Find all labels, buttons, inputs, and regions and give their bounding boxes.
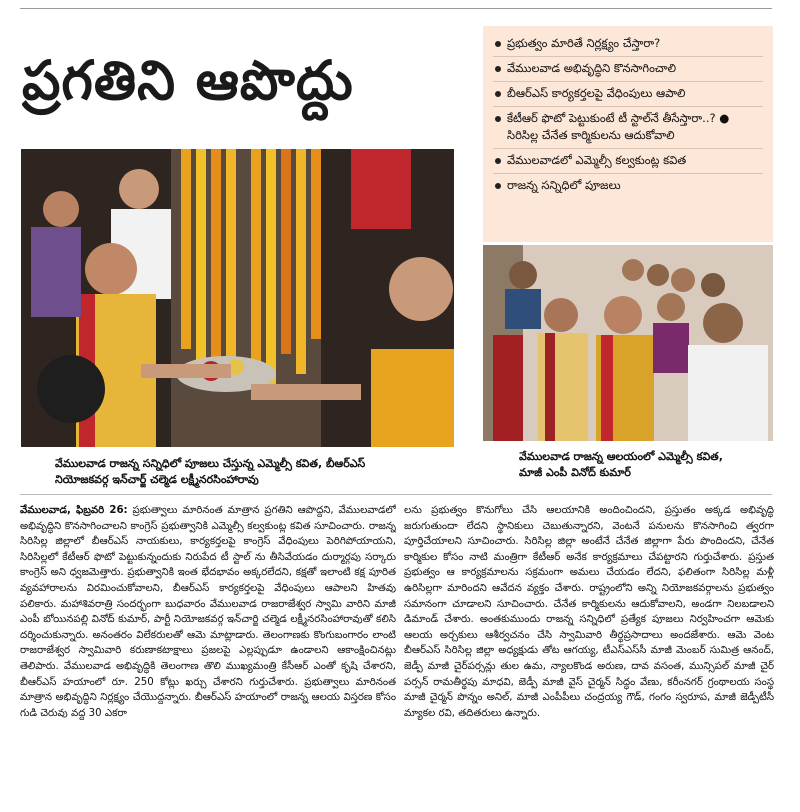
article-body-right: లను ప్రభుత్వం కొనుగోలు చేసి ఆలయానికి అందించిందని, ప్రస్తుతం అక్కడ అభివృద్ధి జరుగుతుందా లేదని స్థానికులు చెబుతున్నారని, వెంటనే పనులను కొనసాగించి త్వరగా పూర్తిచేయాలని సూచించారు. సిరిసిల్ల జిల్లా అంటేనే చేనేత జిల్లాగా పేరు పొందిందని, చేనేత కార్మికుల కోసం నాటి మంత్రిగా కేటీఆర్ అనేక కార్యక్రమాలు చేపట్టారని గుర్తుచేశారు. ప్రస్తుత ప్రభుత్వం ఆ కార్యక్రమాలను సక్రమంగా అమలు చేయడం లేదని, ఫలితంగా సిరిసిల్ల మళ్లీ ఉరిసిల్లగా మారిందని ఆవేదన వ్యక్తం చేశారు. రాష్ట్రంలోని అన్ని నియోజకవర్గాలను ప్రభుత్వం సమానంగా చూడాలని సూచించారు. చేనేత కార్మికులను ఆదుకోవాలని, అండగా నిలబడాలని డిమాండ్ చేశారు. అంతకుముందు రాజన్న సన్నిధిలో ప్రత్యేక పూజలు నిర్వహించగా ఆమెకు ఆలయ అర్చకులు ఆశీర్వచనం చేసి స్వామివారి తీర్థప్రసాదాలు అందజేశారు. ఆమె వెంట బీఆర్ఎస్ సిరిసిల్ల జిల్లా అధ్యక్షుడు తోట ఆగయ్య, టీఎస్ఎస్‌సీ మాజీ మెంబర్ సుమిత్ర ఆనంద్, జెడ్పీ మాజీ చైర్‌పర్సన్లు తుల ఉమ, న్యాలకొండ అరుణ, దావ వసంత, మున్సిపల్ మాజీ చైర్ పర్సన్ రామతీర్థపు మాధవి, జెడ్పీ మాజీ వైస్ చైర్మన్ సిద్ధం వేణు, కరీంనగర్ గ్రంథాలయ సంస్థ మాజీ చైర్మన్ పొన్నం అనిల్, మాజీ ఎంపీపీలు చంద్రయ్య గౌడ్, గంగం స్వరూప, మాజీ జెడ్పీటీసీ మ్యాకల రవి, తదితరులు ఉన్నారు. xyxy=(404,505,774,719)
highlight-item: ప్రభుత్వం మారితే నిర్లక్ష్యం చేస్తారా? xyxy=(493,32,763,57)
article-body-left: ప్రభుత్వాలు మారినంత మాత్రాన ప్రగతిని ఆపొద్దని, వేములవాడలో అభివృద్ధిని కొనసాగించాలని కాంగ్రెస్ ప్రభుత్వానికి ఎమ్మెల్సీ కల్వకుంట్ల కవిత సూచించారు. రాజన్న సిరిసిల్ల జిల్లాలో బీఆర్ఎస్ నాయకులు, కార్యకర్తలపై కాంగ్రెస్ వేధింపులు పెరిగిపోయాయని, సిరిసిల్లలో కేటీఆర్ ఫొటో పెట్టుకున్నందుకు నిరుపేద టీ స్టాల్ ను తీసివేయడం దుర్మార్గపు సర్కారు కాంగ్రెస్ అని ధ్వజమెత్తారు. ప్రభుత్వానికి ఇంత భేదభావం అక్కరలేదని, కక్షతో ఇలాంటి కక్ష పూరిత వ్యవహారాలను విరమించుకోవాలని, బీఆర్ఎస్ కార్యకర్తలపై వేధింపులు ఆపాలని హితవు పలికారు. మహాశివరాత్రి సందర్భంగా బుధవారం వేములవాడ రాజరాజేశ్వర స్వామి వారిని మాజీ ఎంపీ బోయినపల్లి వినోద్ కుమార్, పార్టీ నియోజకవర్గ ఇన్‌చార్జి చల్మెడ లక్ష్మీనరసింహారావుతో కలిసి దర్శించుకున్నారు. అనంతరం విలేకరులతో ఆమె మాట్లాడారు. తెలంగాణకు కొంగుబంగారం లాంటి రాజరాజేశ్వర స్వామివారి కరుణాకటాక్షాలు ప్రజలపై ఎల్లప్పుడూ ఉండాలని ఆకాంక్షించినట్లు తెలిపారు. వేములవాడ అభివృద్ధికి తెలంగాణ తొలి ముఖ్యమంత్రి కేసీఆర్ ఎంతో కృషి చేశారని, బీఆర్ఎస్ హయాంలో రూ. 250 కోట్లు ఖర్చు చేశారని గుర్తుచేశారు. ప్రభుత్వాలు మారినంత మాత్రాన అభివృద్ధిని నిర్లక్ష్యం చేయొద్దన్నారు. బీఆర్ఎస్ హయాంలో రాజన్న ఆలయ విస్తరణ కోసం గుడి చెరువు వద్ద 30 ఎకరా xyxy=(20,505,396,719)
article-dateline: వేములవాడ, ఫిబ్రవరి 26: xyxy=(20,505,128,516)
section-divider xyxy=(20,494,772,495)
top-rule xyxy=(20,8,772,9)
highlight-item: వేములవాడలో ఎమ్మెల్సీ కల్వకుంట్ల కవిత xyxy=(493,149,763,174)
highlight-item: బీఆర్ఎస్ కార్యకర్తలపై వేధింపులు ఆపాలి xyxy=(493,82,763,107)
highlight-item: కేటీఆర్ ఫొటో పెట్టుకుంటే టీ స్టాల్‌నే తీసేస్తారా..? ● సిరిసిల్ల చేనేత కార్మికులను ఆదుకోవాలి xyxy=(493,107,763,149)
photo-group-temple xyxy=(483,245,773,441)
headline: ప్రగతిని ఆపొద్దు xyxy=(22,49,354,112)
photo-caption-left: వేములవాడ రాజన్న సన్నిధిలో పూజలు చేస్తున్న ఎమ్మెల్సీ కవిత, బీఆర్ఎస్ నియోజకవర్గ ఇన్‌చార్జ్ చల్మెడ లక్ష్మీనరసింహారావు xyxy=(55,457,366,486)
highlight-item: రాజన్న సన్నిధిలో పూజలు xyxy=(493,174,763,198)
article-column-right xyxy=(404,503,774,808)
article-column-left xyxy=(20,503,396,808)
photo-caption-right: వేములవాడ రాజన్న ఆలయంలో ఎమ్మెల్సీ కవిత, మాజీ ఎంపీ వినోద్ కుమార్ xyxy=(519,450,723,479)
highlights-list xyxy=(483,26,773,198)
highlight-item: వేములవాడ అభివృద్ధిని కొనసాగించాలి xyxy=(493,57,763,82)
photo-temple-puja xyxy=(21,149,454,447)
highlights-box xyxy=(483,26,773,242)
photo-group-temple-illustration xyxy=(483,245,773,441)
photo-temple-puja-illustration xyxy=(21,149,454,447)
